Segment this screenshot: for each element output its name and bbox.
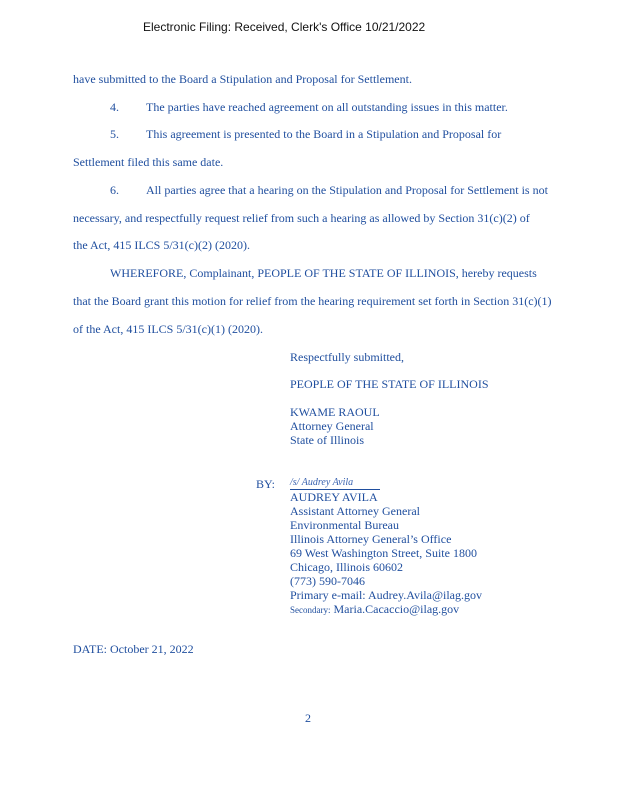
- by-label: BY:: [256, 477, 275, 491]
- paragraph-6-line-2: necessary, and respectfully request relief from such a hearing as allowed by Section 31(c)(2) of: [73, 211, 530, 225]
- counsel-office: Illinois Attorney General’s Office: [290, 532, 452, 546]
- paragraph-number-4: 4.: [110, 100, 119, 114]
- signature: /s/ Audrey Avila: [290, 477, 380, 490]
- counsel-name: AUDREY AVILA: [290, 490, 378, 504]
- filing-header: Electronic Filing: Received, Clerk's Office 10/21/2022: [143, 20, 426, 34]
- party-name: PEOPLE OF THE STATE OF ILLINOIS: [290, 377, 489, 391]
- wherefore-line-1: WHEREFORE, Complainant, PEOPLE OF THE STATE OF ILLINOIS, hereby requests: [110, 266, 537, 280]
- attorney-general-block: [290, 405, 380, 447]
- paragraph-6-line-3: the Act, 415 ILCS 5/31(c)(2) (2020).: [73, 238, 250, 252]
- paragraph-6-line-1: All parties agree that a hearing on the Stipulation and Proposal for Settlement is not: [146, 183, 548, 197]
- paragraph-5-line-1: This agreement is presented to the Board in a Stipulation and Proposal for: [146, 127, 502, 141]
- paragraph-number-5: 5.: [110, 127, 119, 141]
- paragraph-number-6: 6.: [110, 183, 119, 197]
- wherefore-line-2: that the Board grant this motion for relief from the hearing requirement set forth in Section 31(c)(1): [73, 294, 552, 308]
- closing: Respectfully submitted,: [290, 350, 404, 364]
- secondary-label: Secondary:: [290, 605, 331, 615]
- primary-email: Primary e-mail: Audrey.Avila@ilag.gov: [290, 588, 483, 602]
- paragraph-4-text: The parties have reached agreement on all outstanding issues in this matter.: [146, 100, 508, 114]
- page-number: 2: [305, 711, 311, 725]
- secondary-email: Maria.Cacaccio@ilag.gov: [333, 602, 460, 616]
- counsel-phone: (773) 590-7046: [290, 574, 365, 588]
- ag-state: State of Illinois: [290, 433, 364, 447]
- counsel-title: Assistant Attorney General: [290, 504, 420, 518]
- counsel-city: Chicago, Illinois 60602: [290, 560, 403, 574]
- counsel-bureau: Environmental Bureau: [290, 518, 399, 532]
- wherefore-line-3: of the Act, 415 ILCS 5/31(c)(1) (2020).: [73, 322, 263, 336]
- secondary-email-line: [290, 602, 482, 616]
- counsel-street: 69 West Washington Street, Suite 1800: [290, 546, 477, 560]
- body-line-1: have submitted to the Board a Stipulation and Proposal for Settlement.: [73, 72, 412, 86]
- paragraph-5-line-2: Settlement filed this same date.: [73, 155, 224, 169]
- ag-title: Attorney General: [290, 419, 374, 433]
- counsel-block: [290, 490, 482, 616]
- date-line: DATE: October 21, 2022: [73, 642, 194, 656]
- ag-name: KWAME RAOUL: [290, 405, 380, 419]
